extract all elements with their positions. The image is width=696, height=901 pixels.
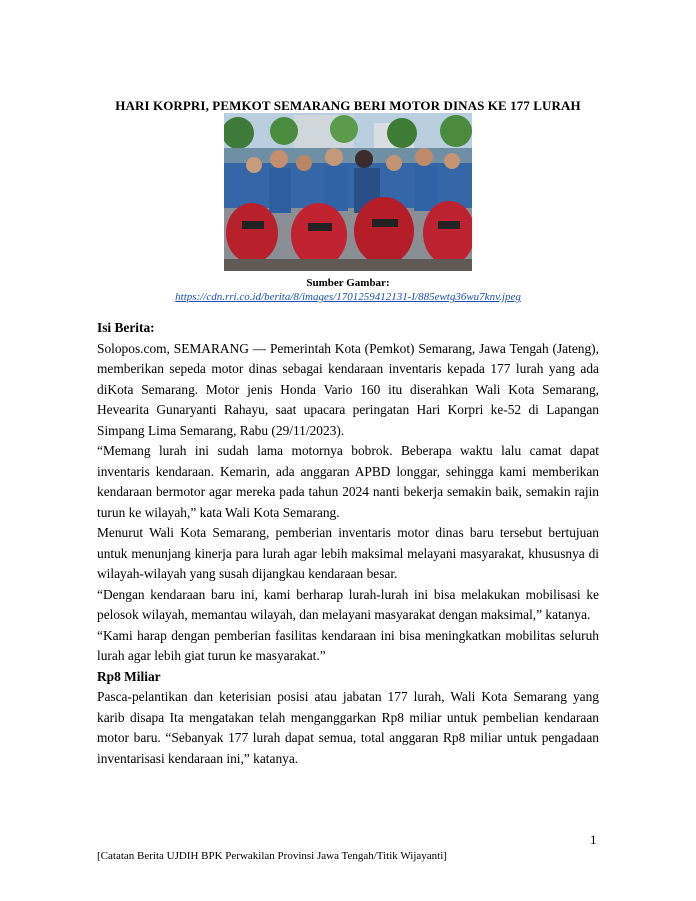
subheading: Rp8 Miliar — [97, 668, 161, 684]
page-footer: [Catatan Berita UJDIH BPK Perwakilan Provinsi Jawa Tengah/Titik Wijayanti] — [97, 850, 447, 862]
news-photo — [224, 113, 472, 271]
paragraph: “Memang lurah ini sudah lama motornya bobrok. Beberapa waktu lalu camat dapat inventaris kendaraan. Kemarin, ada anggaran APBD longgar, sehingga kami memberikan kendaraan bermotor agar mereka pada tahun 2024 nanti bekerja semakin baik, semakin rajin turun ke wilayah,” kata Wali Kota Semarang. — [97, 443, 599, 520]
paragraph: Solopos.com, SEMARANG — Pemerintah Kota (Pemkot) Semarang, Jawa Tengah (Jateng), memberikan sepeda motor dinas sebagai kendaraan inventaris kepada 177 lurah yang ada diKota Semarang. Motor jenis Honda Vario 160 itu diserahkan Wali Kota Semarang, Hevearita Gunaryanti Rahayu, saat upacara peringatan Hari Korpri ke-52 di Lapangan Simpang Lima Semarang, Rabu (29/11/2023). — [97, 340, 599, 438]
document-title: HARI KORPRI, PEMKOT SEMARANG BERI MOTOR DINAS KE 177 LURAH — [115, 98, 581, 113]
section-heading: Isi Berita: — [97, 320, 155, 335]
image-source-link[interactable]: https://cdn.rri.co.id/berita/8/images/1701259412131-I/885ewtg36wu7knv.jpeg — [175, 291, 521, 303]
paragraph: Menurut Wali Kota Semarang, pemberian inventaris motor dinas baru tersebut bertujuan untuk menunjang kinerja para lurah agar lebih maksimal melayani masyarakat, khususnya di wilayah-wilayah yang susah dijangkau kendaraan besar. — [97, 525, 599, 581]
paragraph: “Kami harap dengan pemberian fasilitas kendaraan ini bisa meningkatkan mobilitas seluruh lurah agar lebih giat turun ke masyarakat.” — [97, 627, 599, 663]
article-body — [97, 318, 599, 769]
paragraph: “Dengan kendaraan baru ini, kami berharap lurah-lurah ini bisa melakukan mobilisasi ke pelosok wilayah, memantau wilayah, dan melayani masyarakat dengan maksimal,” katanya. — [97, 586, 599, 622]
paragraph: Pasca-pelantikan dan keterisian posisi atau jabatan 177 lurah, Wali Kota Semarang yang karib disapa Ita mengatakan telah menganggarkan Rp8 miliar untuk pembelian kendaraan motor baru. “Sebanyak 177 lurah dapat semua, total anggaran Rp8 miliar untuk pengadaan inventarisasi kendaraan ini,” katanya. — [97, 689, 599, 766]
page-number: 1 — [590, 832, 597, 847]
image-caption-label: Sumber Gambar: — [306, 277, 390, 289]
